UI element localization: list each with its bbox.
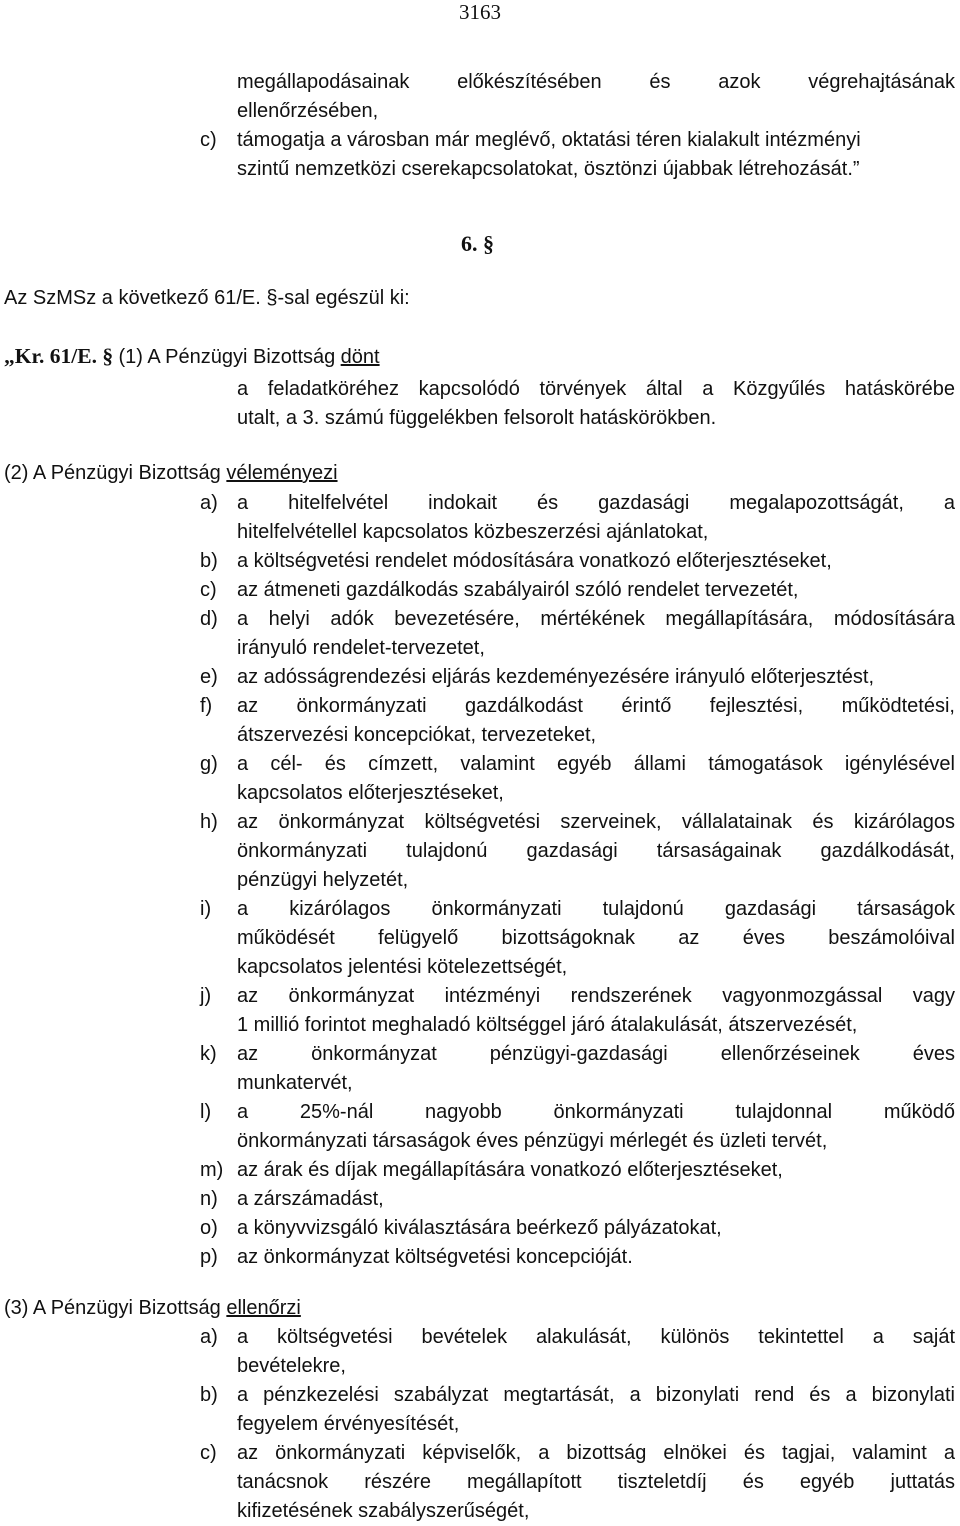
list-item-label: o) [200,1217,218,1239]
list-item-text-line: önkormányzati társaságok éves pénzügyi mérlegét és üzleti tervét, [237,1130,828,1152]
list-item [200,547,955,576]
list-item-text-line: az önkormányzati képviselők, a bizottság elnökei és tagjai, valamint a [237,1442,955,1464]
list-item-text-line: kapcsolatos jelentési kötelezettségét, [237,956,568,978]
para1-lead: (1) A Pénzügyi Bizottság [118,346,336,368]
list-item-text-line: a költségvetési rendelet módosítására vonatkozó előterjesztéseket, [237,550,832,572]
list-item-text-line: a pénzkezelési szabályzat megtartását, a bizonylati rend és a bizonylati [237,1384,955,1406]
list-item-label: h) [200,811,218,833]
list-item-text-line: pénzügyi helyzetét, [237,869,409,891]
list-item-text-line: a könyvvizsgáló kiválasztására beérkező pályázatokat, [237,1217,722,1239]
list-item-text-line: munkatervét, [237,1072,353,1094]
intro-item-c-line-1: támogatja a városban már meglévő, oktatási téren kialakult intézményi [237,129,861,151]
list-item [200,692,955,750]
list-item-label: c) [200,579,217,601]
list-item [200,1098,955,1156]
list-item-text-line: a hitelfelvétel indokait és gazdasági megalapozottságát, a [237,492,955,514]
list-item-label: b) [200,1384,218,1406]
list-item [200,1243,955,1272]
list-item-label: b) [200,550,218,572]
list-item-label: d) [200,608,218,630]
list-item-label: l) [200,1101,212,1123]
list-item-text-line: az önkormányzati gazdálkodást érintő fejlesztési, működtetési, [237,695,955,717]
para1-first-line [4,342,380,371]
rule-number: „Kr. 61/E. [4,344,97,368]
intro-item-c-line-2: szintű nemzetközi cserekapcsolatokat, ösztönzi újabbak létrehozását.” [237,158,860,180]
list-item-text-line: működését felügyelő bizottságoknak az éves beszámolóival [237,927,955,949]
list-item [200,808,955,895]
list-item-text-line: önkormányzati tulajdonú gazdasági társaságainak gazdálkodását, [237,840,955,862]
list-item-text-line: az átmeneti gazdálkodás szabályairól szóló rendelet tervezetét, [237,579,799,601]
list-item-label: m) [200,1159,224,1181]
section-sign: § [102,344,114,368]
list-item-text-line: az önkormányzat költségvetési szerveinek, vállalatainak és kizárólagos [237,811,955,833]
list-item-text-line: az adósságrendezési eljárás kezdeményezésére irányuló előterjesztést, [237,666,875,688]
list-item-text-line: a cél- és címzett, valamint egyéb állami támogatások igénylésével [237,753,955,775]
list-item-text-line: a 25%-nál nagyobb önkormányzati tulajdonnal működő [237,1101,955,1123]
list-item-text-line: átszervezési koncepciókat, tervezeteket, [237,724,597,746]
intro-line-2: ellenőrzésében, [237,100,379,122]
list-item-text-line: irányuló rendelet-tervezetet, [237,637,485,659]
list-item-label: j) [200,985,212,1007]
list-item-text-line: az önkormányzat intézményi rendszerének vagyonmozgással vagy [237,985,955,1007]
para1-line-3: utalt, a 3. számú függelékben felsorolt hatáskörökben. [237,407,717,429]
list-item [200,1185,955,1214]
list-item-text-line: a kizárólagos önkormányzati tulajdonú gazdasági társaságok [237,898,955,920]
list-item-text-line: a költségvetési bevételek alakulását, különös tekintettel a saját [237,1326,955,1348]
list-item-label: k) [200,1043,217,1065]
list-item-text-line: az önkormányzat költségvetési koncepcióját. [237,1246,633,1268]
list-item-label: n) [200,1188,218,1210]
list-item-label: a) [200,492,218,514]
list-item-text-line: a zárszámadást, [237,1188,384,1210]
list-item-text-line: az önkormányzat pénzügyi-gazdasági ellenőrzéseinek éves [237,1043,955,1065]
list-item-text-line: kifizetésének szabályszerűségét, [237,1500,530,1522]
list-item-label: g) [200,753,218,775]
list-item-text-line: fegyelem érvényesítését, [237,1413,460,1435]
list-item [200,663,955,692]
list-item-label: i) [200,898,212,920]
list-item [200,1214,955,1243]
intro-line-1: megállapodásainak előkészítésében és azok végrehajtásának [237,71,955,93]
list-item [200,895,955,982]
para2-verb: véleményezi [226,462,338,484]
list-item-text-line: az árak és díjak megállapítására vonatkozó előterjesztéseket, [237,1159,783,1181]
list-item-label: a) [200,1326,218,1348]
list-item-label: p) [200,1246,218,1268]
list-item-text-line: hitelfelvétellel kapcsolatos közbeszerzési ajánlatokat, [237,521,709,543]
list-item [200,1156,955,1185]
list-item-text-line: 1 millió forintot meghaladó költséggel járó átalakulását, átszervezését, [237,1014,858,1036]
list-item [200,605,955,663]
section-heading: 6. § [461,231,494,256]
list-item [200,1040,955,1098]
list-item-text-line: bevételekre, [237,1355,346,1377]
list-item [200,982,955,1040]
list-item-label: c) [200,1442,217,1464]
intro-item-c-label: c) [200,129,217,151]
para3-verb: ellenőrzi [226,1297,301,1319]
para1-line-2: a feladatköréhez kapcsolódó törvények által a Közgyűlés hatáskörébe [237,378,955,400]
list-item-label: e) [200,666,218,688]
list-item [200,1381,955,1439]
page-number: 3163 [459,0,501,24]
list-item [200,1439,955,1526]
list-item [200,750,955,808]
list-item [200,576,955,605]
list-item-text-line: tanácsnok részére megállapított tiszteletdíj és egyéb juttatás [237,1471,955,1493]
list-item [200,1323,955,1381]
para1-verb: dönt [340,346,380,368]
para2-heading: (2) A Pénzügyi Bizottság véleményezi [4,462,338,484]
list-item-text-line: a helyi adók bevezetésére, mértékének megállapítására, módosítására [237,608,955,630]
list-item-text-line: kapcsolatos előterjesztéseket, [237,782,504,804]
list-item-label: f) [200,695,213,717]
amendment-intro: Az SzMSz a következő 61/E. §-sal egészül ki: [4,287,410,309]
list-item [200,489,955,547]
para3-heading: (3) A Pénzügyi Bizottság ellenőrzi [4,1297,301,1319]
